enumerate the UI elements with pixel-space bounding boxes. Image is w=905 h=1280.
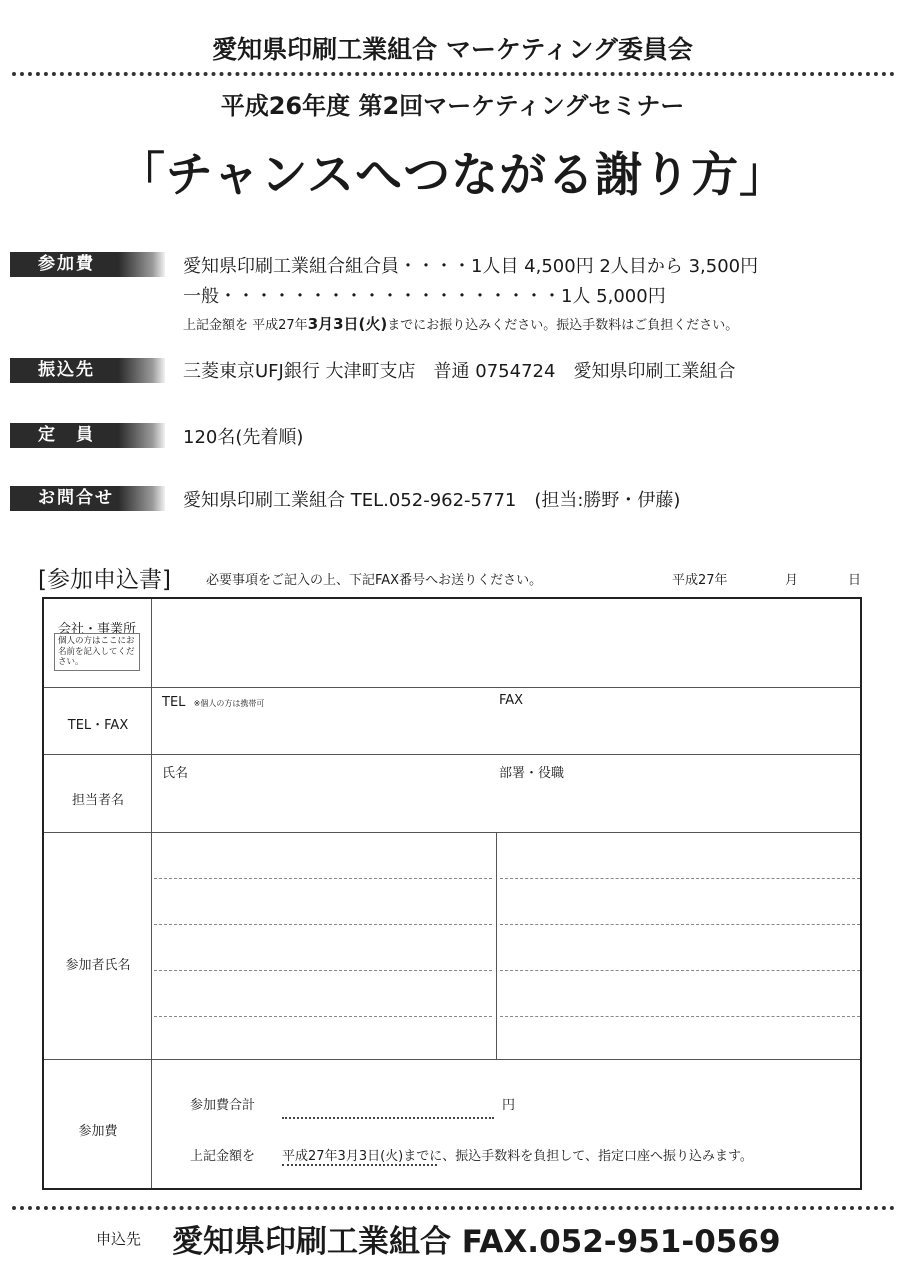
form-date-year: 平成27年	[672, 573, 728, 588]
capacity-value: 120名(先着順)	[183, 427, 304, 448]
contact-label: お問合せ	[10, 486, 165, 511]
capacity-label: 定 員	[10, 423, 165, 448]
participants-label: 参加者氏名	[65, 958, 131, 973]
apply-label: 申込先	[96, 1230, 142, 1248]
fee-note-before: 上記金額を 平成27年	[183, 318, 308, 333]
organizer-heading: 愛知県印刷工業組合 マーケティング委員会	[212, 35, 693, 64]
row-divider	[44, 754, 860, 755]
fee-row-label: 参加費	[78, 1124, 118, 1139]
form-title: [参加申込書]	[38, 567, 171, 593]
seminar-line: 平成26年度 第2回マーケティングセミナー	[220, 92, 685, 120]
yen-label: 円	[502, 1098, 516, 1113]
apply-value: 愛知県印刷工業組合 FAX.052-951-0569	[172, 1224, 781, 1260]
fee-pay-label: 上記金額を	[190, 1149, 256, 1164]
dept-field[interactable]	[499, 779, 859, 827]
fax-label: FAX	[499, 693, 524, 708]
company-note: 個人の方はここにお名前を記入してください。	[54, 633, 140, 671]
tel-label-text: TEL	[162, 695, 186, 710]
dotted-divider-top	[12, 72, 895, 76]
row-divider	[44, 1059, 860, 1060]
fee-note-after: までにお振り込みください。振込手数料はご負担ください。	[387, 318, 739, 333]
person-label: 担当者名	[71, 793, 124, 808]
fee-total-field[interactable]	[282, 1093, 494, 1115]
seminar-title: 「チャンスへつながる謝り方」	[117, 148, 788, 203]
application-form	[42, 597, 862, 1190]
form-date-month: 月	[785, 573, 799, 588]
company-label: 会社・事業所	[58, 622, 137, 637]
bank-value: 三菱東京UFJ銀行 大津町支店 普通 0754724 愛知県印刷工業組合	[183, 361, 736, 382]
fax-field[interactable]	[499, 709, 859, 749]
fee-note-date: 3月3日(火)	[307, 315, 388, 333]
dept-label: 部署・役職	[499, 766, 565, 781]
tel-note: ※個人の方は携帯可	[193, 699, 265, 708]
participant-names-right[interactable]	[500, 835, 860, 1055]
fee-general: 一般・・・・・・・・・・・・・・・・・・・1人 5,000円	[183, 286, 666, 307]
participant-names-left[interactable]	[154, 835, 492, 1055]
name-label: 氏名	[162, 766, 189, 781]
contact-value: 愛知県印刷工業組合 TEL.052-962-5771 (担当:勝野・伊藤)	[183, 490, 681, 511]
dotted-divider-bottom	[12, 1206, 895, 1210]
row-divider	[44, 832, 860, 833]
participants-column-divider	[496, 832, 497, 1059]
tel-label	[162, 695, 264, 710]
form-subtitle: 必要事項をご記入の上、下記FAX番号へお送りください。	[206, 573, 543, 588]
bank-label: 振込先	[10, 358, 165, 383]
company-field[interactable]	[154, 601, 860, 685]
fee-total-fill-line	[282, 1117, 494, 1119]
tel-field[interactable]	[154, 709, 484, 749]
fee-total-label: 参加費合計	[190, 1098, 256, 1113]
row-divider	[44, 687, 860, 688]
fee-label: 参加費	[10, 252, 165, 277]
fee-pay-underline	[282, 1164, 437, 1166]
fee-pay-text: 平成27年3月3日(火)までに、振込手数料を負担して、指定口座へ振り込みます。	[282, 1149, 753, 1164]
form-date-day: 日	[848, 573, 862, 588]
fee-note	[183, 313, 738, 334]
telfax-label: TEL・FAX	[67, 718, 129, 733]
fee-member: 愛知県印刷工業組合組合員・・・・1人目 4,500円 2人目から 3,500円	[183, 256, 759, 277]
name-field[interactable]	[154, 779, 484, 827]
